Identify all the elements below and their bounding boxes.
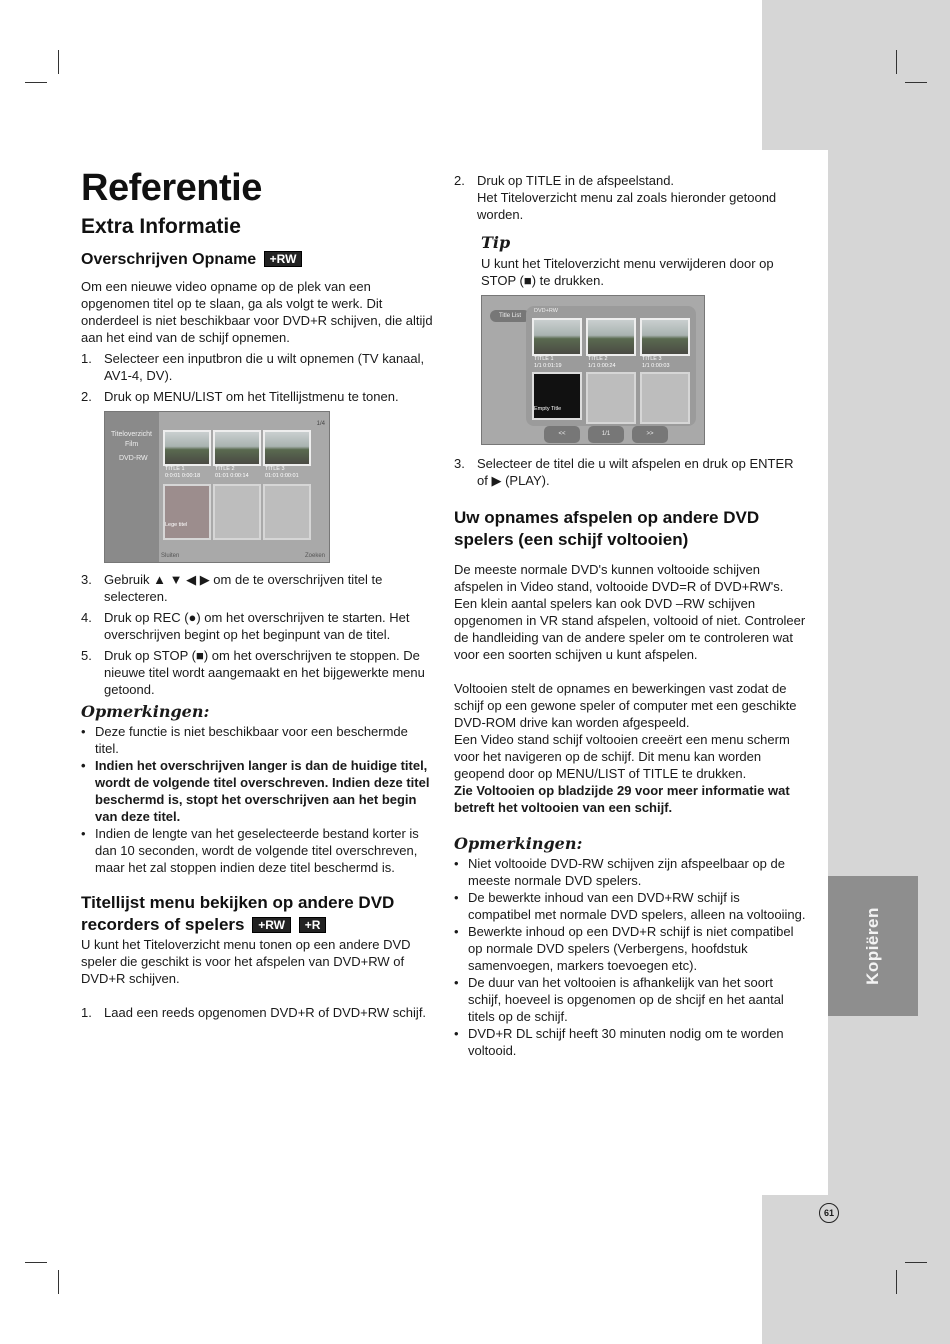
- title-info: 1/1 0:01:19: [534, 363, 562, 369]
- page-subtitle: Extra Informatie: [81, 215, 241, 238]
- step-item: [81, 388, 433, 405]
- title-info: 0:0:01 0:00:18: [165, 473, 201, 479]
- empty-slot: [263, 484, 311, 540]
- empty-title-thumbnail: [163, 484, 211, 540]
- step-text: Laad een reeds opgenomen DVD+R of DVD+RW schijf.: [104, 1005, 427, 1020]
- section-heading-titellijst: [81, 892, 433, 936]
- title-thumbnail: [163, 430, 211, 466]
- right-column: [454, 172, 806, 1059]
- menu-search-hint: Zoeken: [304, 553, 325, 559]
- section-heading-voltooien: Uw opnames afspelen op andere DVD spelers (een schijf voltooien): [454, 508, 760, 549]
- note-item: • Indien het overschrijven langer is dan de huidige titel, wordt de volgende titel overschreven. Indien deze titel beschermd is, stopt het overschrijven aan het begin van deze titel.: [81, 757, 433, 825]
- step-text: Het Titeloverzicht menu zal zoals hieronder getoond worden.: [477, 190, 777, 222]
- steps-list: [81, 1004, 433, 1021]
- step-text: Druk op STOP (■) om het overschrijven te stoppen. De nieuwe titel wordt aangemaakt en het bijgewerkte menu getoond.: [104, 648, 425, 697]
- title-label: TITLE 1: [534, 356, 554, 362]
- step-number: 5.: [81, 648, 92, 663]
- title-thumbnail: [213, 430, 261, 466]
- empty-slot: [640, 372, 690, 424]
- paragraph: De meeste normale DVD's kunnen voltooide schijven afspelen in Video stand, voltooide DVD=R of DVD+RW's. Een klein aantal spelers kan ook DVD –RW schijven opgenomen in VR stand afspelen, voltooid of niet. Controleer de handleiding van de andere speler om te controleren wat voor een soorten schijven u kunt afspelen.: [454, 562, 806, 662]
- menu-pager: [544, 426, 684, 436]
- title-thumbnail: [263, 430, 311, 466]
- notes-title: Opmerkingen:: [81, 702, 210, 721]
- step-item: [81, 350, 433, 384]
- notes-list: [454, 855, 806, 1059]
- step-text: Selecteer de titel die u wilt afspelen en druk op ENTER of ▶ (PLAY).: [477, 456, 794, 488]
- menu-close-hint: Sluiten: [161, 553, 180, 559]
- page-title: Referentie: [81, 167, 262, 209]
- note-item: • Niet voltooide DVD-RW schijven zijn afspeelbaar op de meeste normale DVD spelers.: [454, 855, 806, 889]
- note-item: • De duur van het voltooien is afhankelijk van het soort schijf, hoeveel is opgenomen op de shcijf en het aantal titels op de schijf.: [454, 974, 806, 1025]
- steps-list: [454, 455, 806, 489]
- step-text: Druk op REC (●) om het overschrijven te starten. Het overschrijven begint op het beginpunt van de titel.: [104, 610, 410, 642]
- steps-list: [81, 571, 433, 698]
- menu-panel-subtitle: Film: [125, 441, 139, 448]
- tip-title: Tip: [481, 233, 511, 252]
- title-list-menu-screenshot: [104, 411, 330, 563]
- sidebar-bottom-band: [762, 1195, 950, 1344]
- intro-paragraph: Om een nieuwe video opname op de plek van een opgenomen titel op te slaan, ga als volgt te werk. Dit onderdeel is niet beschikbaar voor DVD+R schijven, die altijd aan het eind van de schijf opnemen.: [81, 279, 433, 345]
- menu-tab: Title List: [490, 310, 530, 322]
- paragraph: Voltooien stelt de opnames en bewerkingen vast zodat de schijf op een gewone speler of computer met een geschikte DVD-ROM drive kan worden afgespeeld.: [454, 681, 797, 730]
- step-text: Druk op MENU/LIST om het Titellijstmenu te tonen.: [104, 389, 399, 404]
- notes-title: Opmerkingen:: [454, 834, 583, 853]
- step-item: [81, 647, 433, 698]
- step-text: Selecteer een inputbron die u wilt opnemen (TV kanaal, AV1-4, DV).: [104, 351, 425, 383]
- empty-title-label: Lege titel: [165, 522, 188, 528]
- step-number: 2.: [454, 173, 465, 188]
- title-label: TITLE 2: [588, 356, 608, 362]
- title-info: 1/1 0:00:24: [588, 363, 616, 369]
- pager-page: 1/1: [588, 426, 624, 443]
- note-item: • Deze functie is niet beschikbaar voor een beschermde titel.: [81, 723, 433, 757]
- title-info: 01:01 0:00:14: [215, 473, 249, 479]
- steps-list: [454, 172, 806, 223]
- crop-mark: [905, 82, 927, 83]
- section-tab: [828, 876, 918, 1016]
- title-thumbnail: [640, 318, 690, 356]
- title-thumbnail: [586, 318, 636, 356]
- step-number: 2.: [81, 389, 92, 404]
- pager-prev: <<: [544, 426, 580, 443]
- note-item: • Indien de lengte van het geselecteerde bestand korter is dan 10 seconden, wordt de volgende titel overschreven, maar het zal stoppen indien deze titel beschermd is.: [81, 825, 433, 876]
- heading-text: Titellijst menu bekijken op andere DVD recorders of spelers: [81, 893, 395, 934]
- note-item: • De bewerkte inhoud van een DVD+RW schijf is compatibel met normale DVD spelers, alleen na voltooiing.: [454, 889, 806, 923]
- crop-mark: [25, 1262, 47, 1263]
- title-label: TITLE 2: [215, 466, 235, 472]
- note-item: • DVD+R DL schijf heeft 30 minuten nodig om te worden voltooid.: [454, 1025, 806, 1059]
- step-number: 3.: [81, 572, 92, 587]
- menu-bottom-bar: [161, 548, 325, 558]
- title-info: 01:01 0:00:01: [265, 473, 299, 479]
- empty-slot: [586, 372, 636, 424]
- step-text: Gebruik ▲ ▼ ◀ ▶ om de te overschrijven titel te selecteren.: [104, 572, 383, 604]
- menu-panel-disc: DVD-RW: [119, 455, 148, 462]
- step-number: 1.: [81, 1005, 92, 1020]
- section-tab-label: Kopiëren: [863, 907, 882, 985]
- step-item: [454, 455, 806, 489]
- menu-header: DVD+RW: [534, 308, 558, 314]
- title-list-menu-screenshot: [481, 295, 705, 445]
- page-number: 61: [819, 1203, 839, 1223]
- left-column: [81, 166, 433, 1025]
- crop-mark: [58, 1270, 59, 1294]
- step-item: [81, 571, 433, 605]
- sidebar-band: [828, 150, 950, 1195]
- step-item: [81, 1004, 433, 1021]
- menu-panel-title: Titeloverzicht: [111, 431, 152, 438]
- paragraph-bold: Zie Voltooien op bladzijde 29 voor meer informatie wat betreft het voltooien van een schijf.: [454, 783, 790, 815]
- crop-mark: [896, 50, 897, 74]
- empty-slot: [213, 484, 261, 540]
- step-item: [81, 609, 433, 643]
- step-item: [454, 172, 806, 223]
- section-heading-overschrijven: [81, 250, 433, 270]
- rw-badge: +RW: [264, 251, 303, 267]
- crop-mark: [58, 50, 59, 74]
- paragraph: Een Video stand schijf voltooien creeërt een menu scherm voor het navigeren op de schijf. Dit menu kan worden geopend door op MENU/LIST of TITLE te drukken.: [454, 732, 790, 781]
- rw-badge: +RW: [252, 917, 291, 933]
- tip-text: U kunt het Titeloverzicht menu verwijderen door op STOP (■) te drukken.: [481, 256, 774, 288]
- step-number: 1.: [81, 351, 92, 366]
- title-info: 1/1 0:00:03: [642, 363, 670, 369]
- note-item: • Bewerkte inhoud op een DVD+R schijf is niet compatibel op normale DVD spelers (Verbergens, hoofdstuk samenvoegen, markers toevoegen etc).: [454, 923, 806, 974]
- heading-text: Overschrijven Opname: [81, 251, 257, 268]
- step-text: Druk op TITLE in de afspeelstand.: [477, 173, 675, 188]
- pager-next: >>: [632, 426, 668, 443]
- step-number: 3.: [454, 456, 465, 471]
- title-label: TITLE 3: [642, 356, 662, 362]
- step-number: 4.: [81, 610, 92, 625]
- sidebar-top-band: [762, 0, 950, 150]
- steps-list: [81, 350, 433, 405]
- crop-mark: [896, 1270, 897, 1294]
- empty-title-label: Empty Title: [534, 406, 562, 412]
- r-badge: +R: [299, 917, 327, 933]
- menu-left-panel: [105, 412, 159, 562]
- title-label: TITLE 3: [265, 466, 285, 472]
- crop-mark: [905, 1262, 927, 1263]
- menu-page-indicator: 1/4: [316, 421, 325, 427]
- notes-list: [81, 723, 433, 876]
- title-thumbnail: [532, 318, 582, 356]
- intro-paragraph: U kunt het Titeloverzicht menu tonen op een andere DVD speler die geschikt is voor het afspelen van DVD+RW of DVD+R schijven.: [81, 937, 411, 986]
- crop-mark: [25, 82, 47, 83]
- title-label: TITLE 1: [165, 466, 185, 472]
